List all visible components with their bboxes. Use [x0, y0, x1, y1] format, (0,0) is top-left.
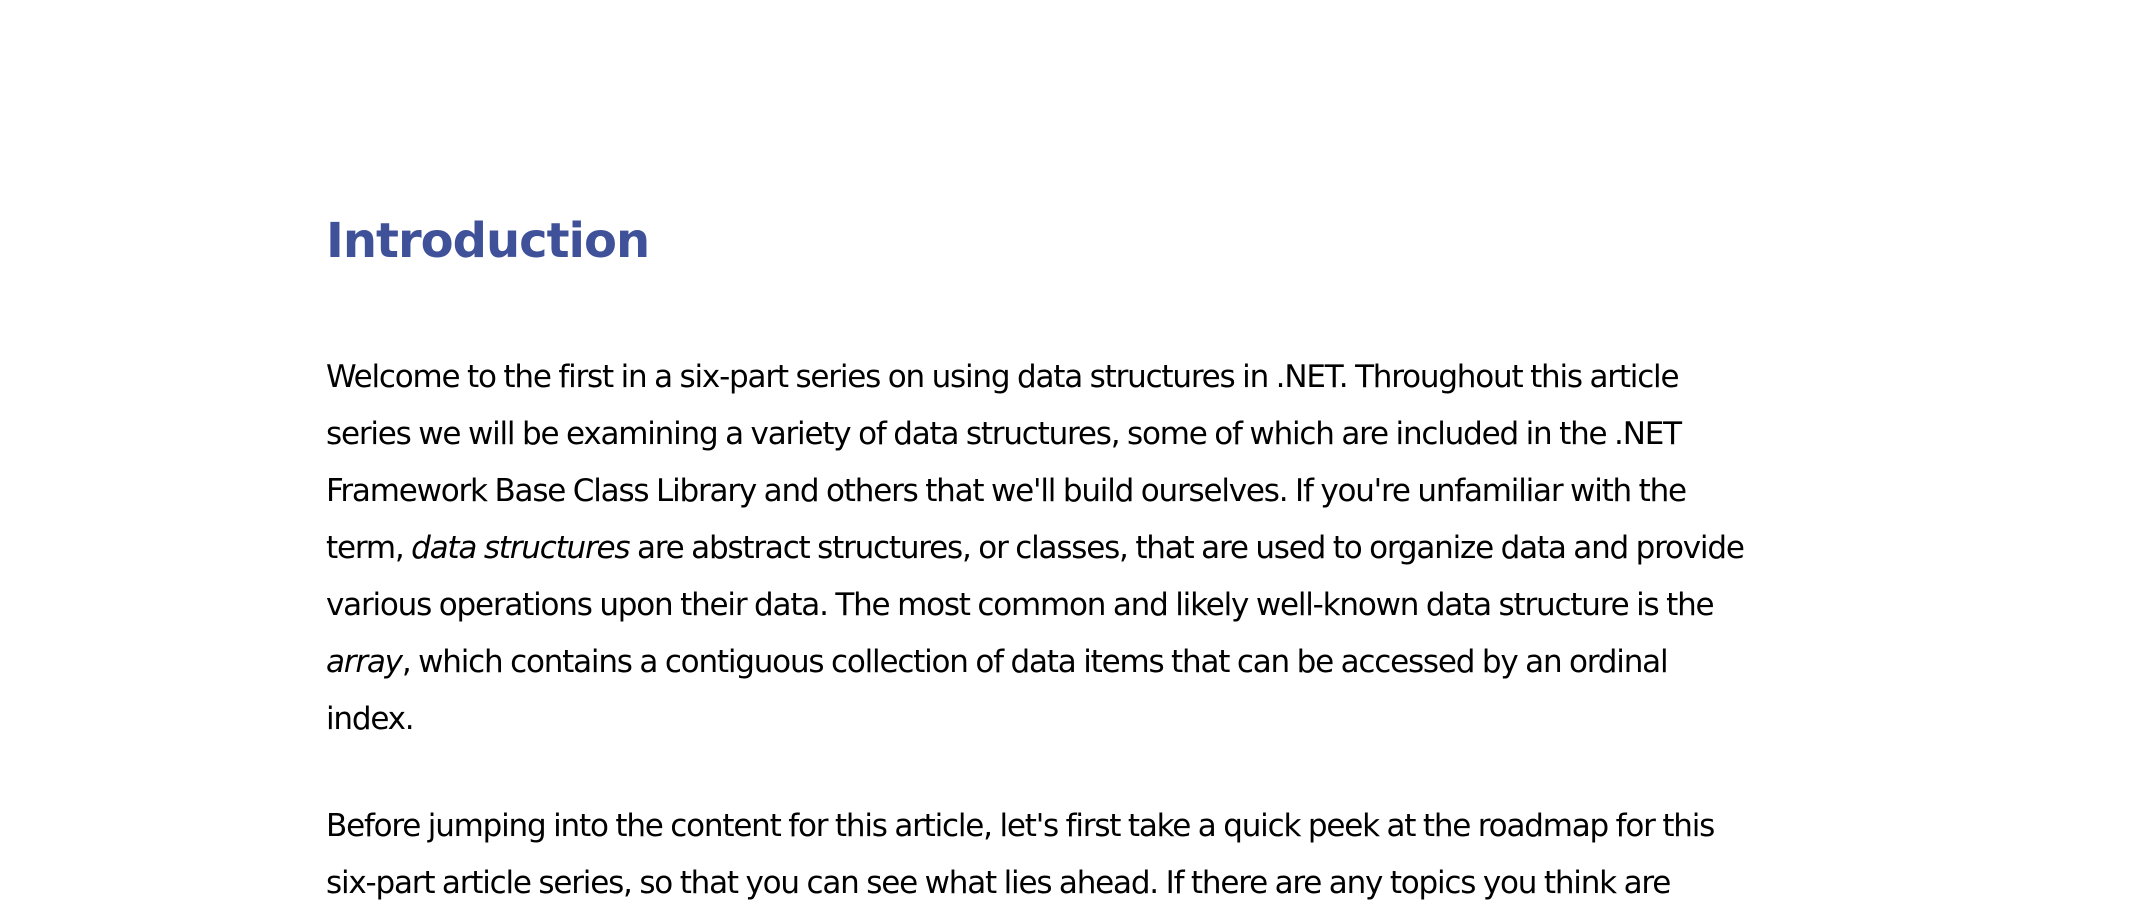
- paragraph-line: [326, 634, 1846, 691]
- emphasis-term: data structures: [411, 530, 630, 566]
- document-content: [326, 205, 1846, 900]
- paragraph-line: series we will be examining a variety of data structures, some of which are included in the .NET: [326, 416, 1681, 452]
- paragraph-line: Framework Base Class Library and others that we'll build ourselves. If you're unfamiliar with the: [326, 473, 1686, 509]
- paragraph-line: Welcome to the first in a six-part series on using data structures in .NET. Throughout this article: [326, 359, 1679, 395]
- paragraph-line: Before jumping into the content for this article, let's first take a quick peek at the roadmap for this: [326, 808, 1715, 844]
- paragraph-line: six-part article series, so that you can see what lies ahead. If there are any topics you think are: [326, 865, 1671, 900]
- roadmap-paragraph: [326, 798, 1846, 900]
- line-text: term,: [326, 530, 412, 566]
- line-text: , which contains a contiguous collection of data items that can be accessed by an ordinal: [401, 644, 1668, 680]
- paragraph-line: index.: [326, 701, 414, 737]
- paragraph-line: [326, 520, 1846, 577]
- intro-paragraph: [326, 349, 1846, 748]
- section-heading: Introduction: [326, 213, 650, 269]
- line-text: are abstract structures, or classes, that are used to organize data and provide: [629, 530, 1744, 566]
- paragraph-line: various operations upon their data. The most common and likely well-known data structure is the: [326, 587, 1714, 623]
- emphasis-term: array: [326, 644, 402, 680]
